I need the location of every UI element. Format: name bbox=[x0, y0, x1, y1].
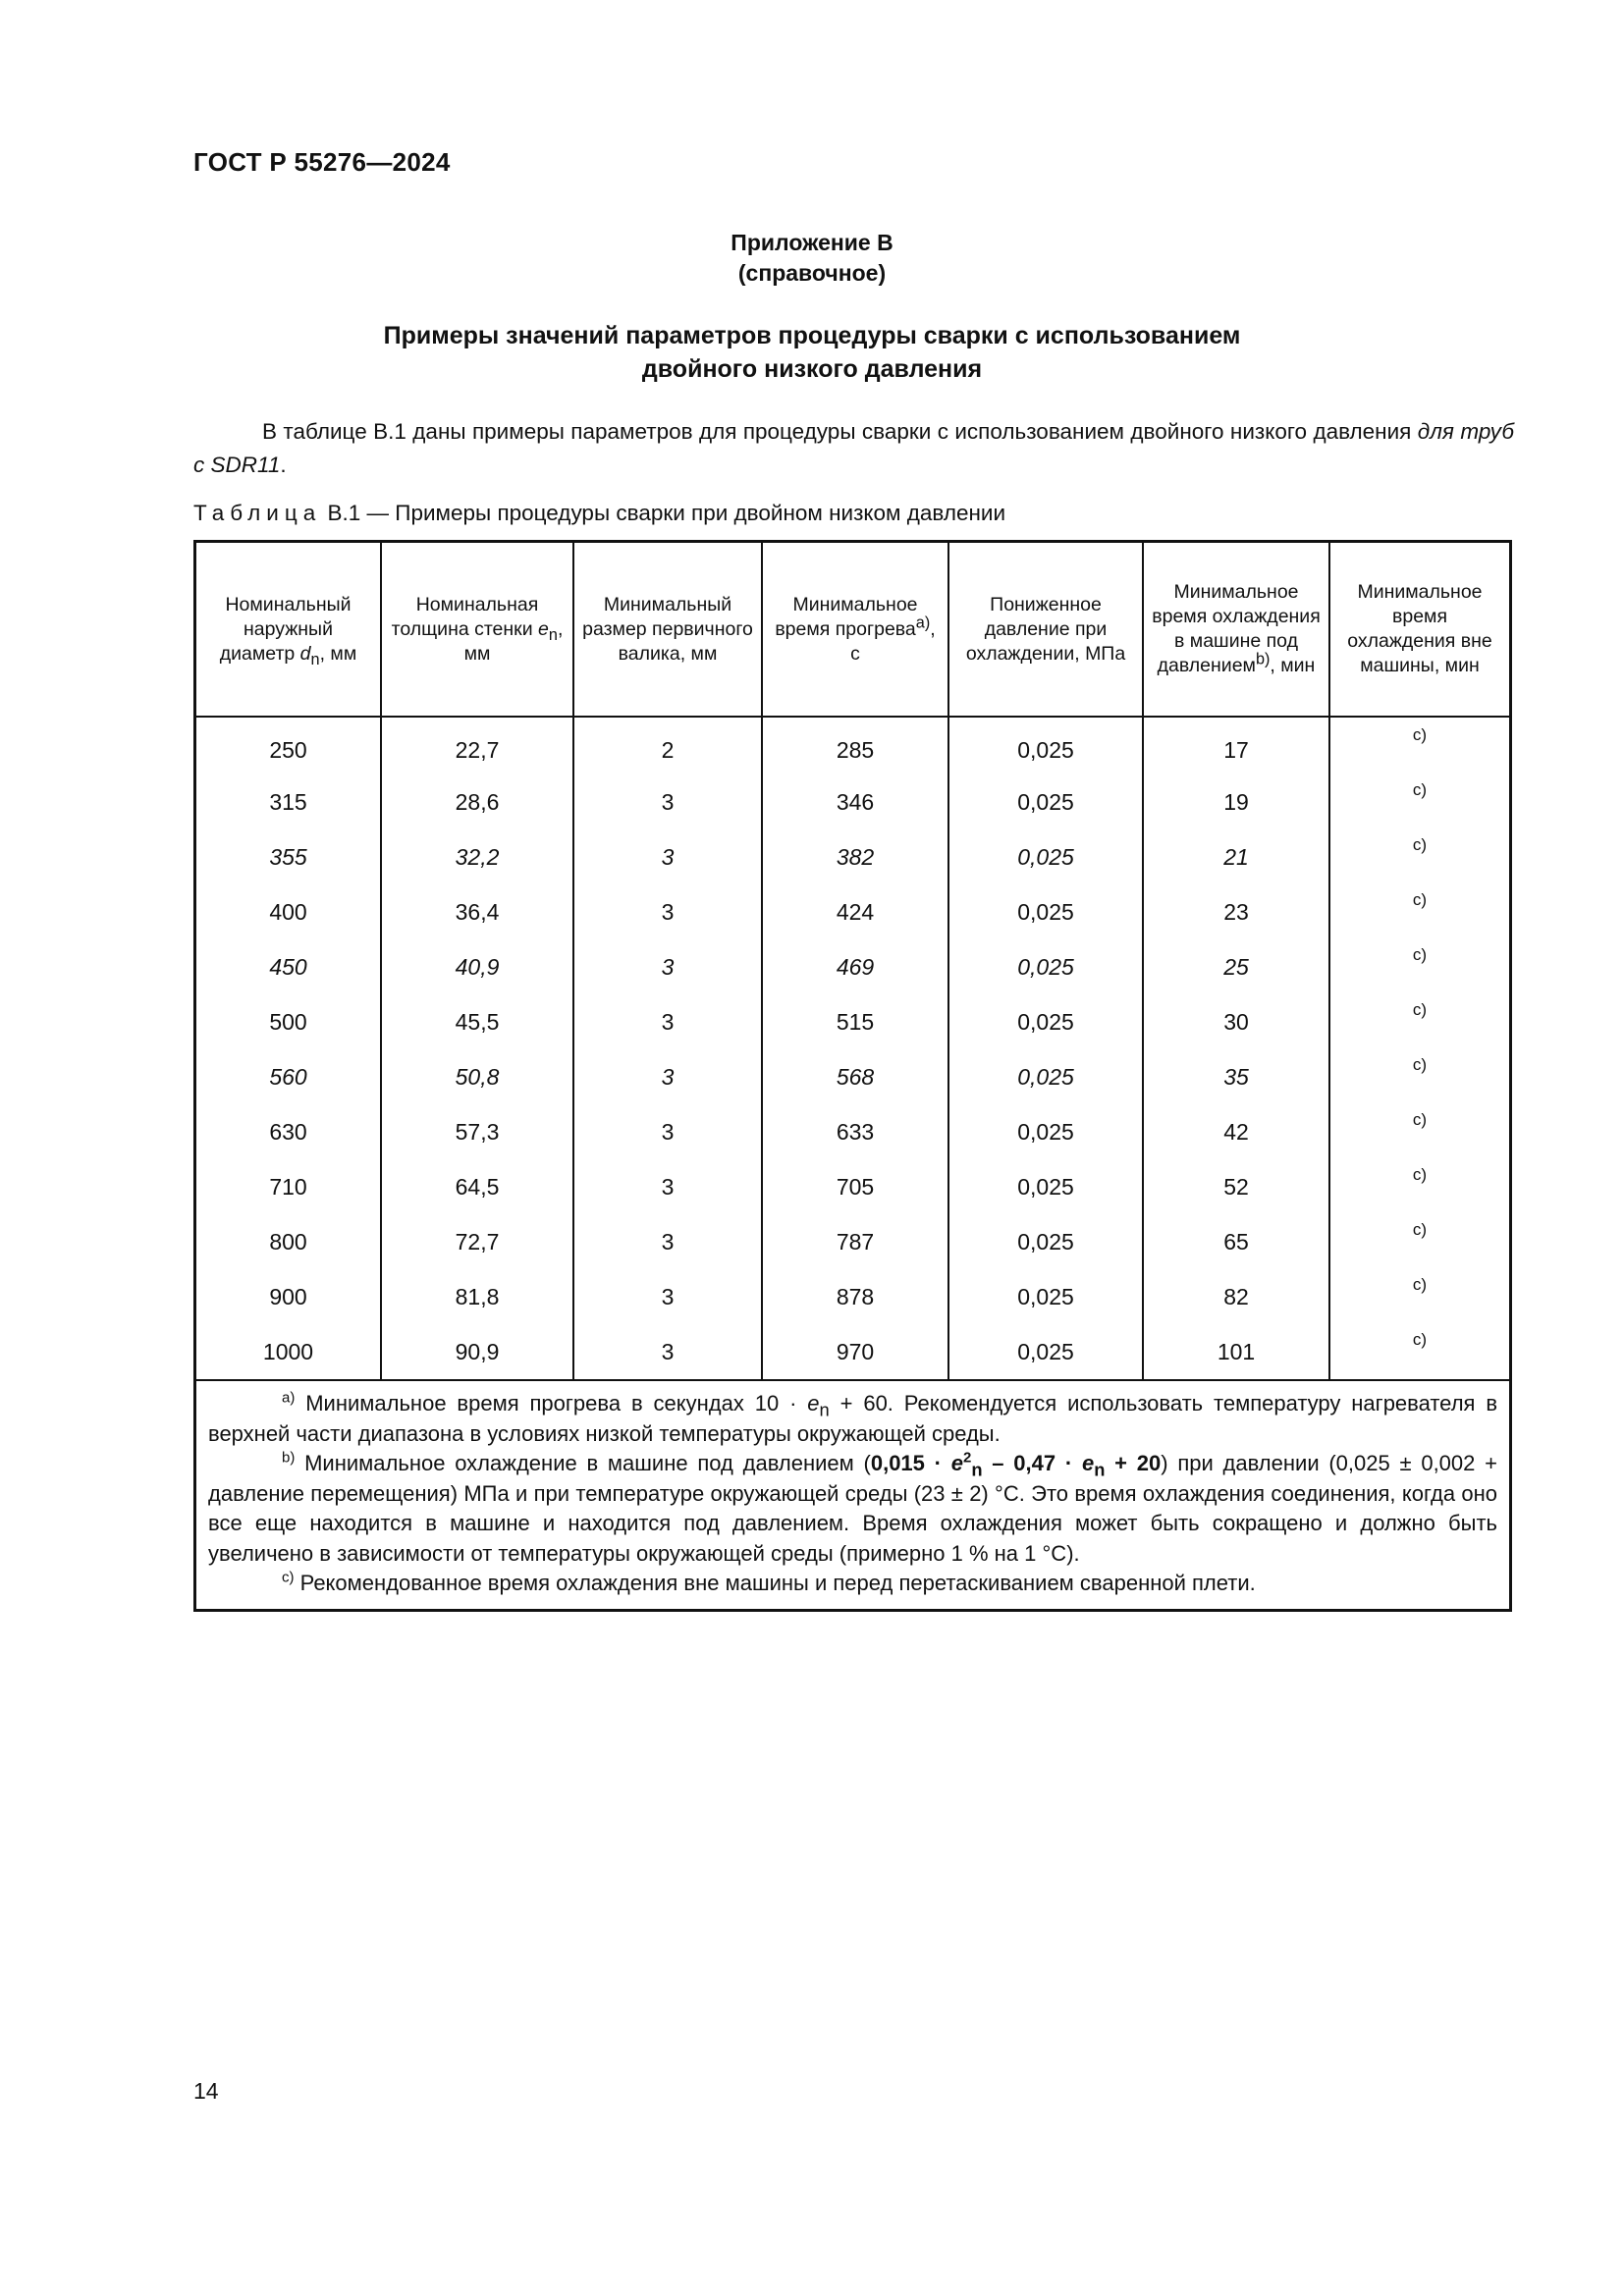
cell-heat-time: 705 bbox=[762, 1159, 948, 1214]
cell-pressure: 0,025 bbox=[948, 774, 1143, 829]
cell-cooling-in: 21 bbox=[1143, 829, 1329, 884]
cell-cooling-out: c) bbox=[1412, 1000, 1428, 1019]
cell-pressure: 0,025 bbox=[948, 1269, 1143, 1324]
intro-emphasis: для труб с SDR11 bbox=[193, 419, 1514, 477]
cell-thickness: 81,8 bbox=[381, 1269, 573, 1324]
header-wall-thickness: Номинальная толщина стенки $e_n$, мм bbox=[381, 543, 573, 717]
cell-bead: 3 bbox=[573, 884, 762, 939]
data-table bbox=[196, 543, 1509, 1379]
header-outer-diameter: Номинальный наружный диаметр $d_n$, мм bbox=[196, 543, 381, 717]
cell-pressure: 0,025 bbox=[948, 1049, 1143, 1104]
cell-bead: 3 bbox=[573, 994, 762, 1049]
cell-diameter: 355 bbox=[196, 829, 381, 884]
cell-diameter: 1000 bbox=[196, 1324, 381, 1379]
cell-cooling-out: c) bbox=[1412, 1275, 1428, 1294]
note-a: $^{a)}$ Минимальное время прогрева в секундах $10 \cdot e_n + 60$. Рекомендуется использовать температуру нагревателя в верхней части диапазона в условиях низкой температуры окружающей среды. bbox=[208, 1389, 1498, 1446]
table-row bbox=[196, 1214, 1509, 1269]
cell-diameter: 710 bbox=[196, 1159, 381, 1214]
annex-status: (справочное) bbox=[737, 260, 887, 286]
cell-diameter: 630 bbox=[196, 1104, 381, 1159]
cell-cooling-out: c) bbox=[1412, 1165, 1428, 1184]
cell-heat-time: 285 bbox=[762, 717, 948, 774]
cell-heat-time: 878 bbox=[762, 1269, 948, 1324]
note-c: $^{c)}$ Рекомендованное время охлаждения вне машины и перед перетаскиванием сваренной плети. bbox=[282, 1569, 1256, 1595]
intro-paragraph bbox=[193, 415, 1514, 482]
cell-cooling-in: 30 bbox=[1143, 994, 1329, 1049]
cell-diameter: 315 bbox=[196, 774, 381, 829]
cell-cooling-in: 23 bbox=[1143, 884, 1329, 939]
cell-thickness: 90,9 bbox=[381, 1324, 573, 1379]
cell-heat-time: 469 bbox=[762, 939, 948, 994]
cell-cooling-in: 52 bbox=[1143, 1159, 1329, 1214]
cooling-formula: $0,015 \cdot e^2_n - 0,47 \cdot e_n + 20$ bbox=[870, 1449, 1162, 1480]
table-caption-text: В.1 — Примеры процедуры сварки при двойном низком давлении bbox=[327, 501, 1006, 525]
cell-thickness: 28,6 bbox=[381, 774, 573, 829]
cell-heat-time: 568 bbox=[762, 1049, 948, 1104]
table-row bbox=[196, 774, 1509, 829]
intro-text: В таблице В.1 даны примеры параметров для процедуры сварки с использованием двойного низкого давления bbox=[262, 419, 1418, 444]
cell-bead: 3 bbox=[573, 1324, 762, 1379]
annex-heading bbox=[0, 228, 1624, 289]
cell-thickness: 40,9 bbox=[381, 939, 573, 994]
cell-bead: 3 bbox=[573, 1104, 762, 1159]
cell-cooling-out: c) bbox=[1412, 945, 1428, 964]
cell-pressure: 0,025 bbox=[948, 717, 1143, 774]
header-bead-size: Минимальный размер первичного валика, мм bbox=[573, 543, 762, 717]
cell-thickness: 64,5 bbox=[381, 1159, 573, 1214]
cell-thickness: 45,5 bbox=[381, 994, 573, 1049]
cell-bead: 3 bbox=[573, 774, 762, 829]
cell-diameter: 400 bbox=[196, 884, 381, 939]
annex-title-line-2: двойного низкого давления bbox=[641, 355, 983, 383]
cell-pressure: 0,025 bbox=[948, 1104, 1143, 1159]
table-caption-word: Таблица bbox=[193, 501, 322, 525]
cell-cooling-out: c) bbox=[1412, 1330, 1428, 1349]
cell-thickness: 22,7 bbox=[381, 717, 573, 774]
cell-bead: 2 bbox=[573, 717, 762, 774]
cell-cooling-in: 35 bbox=[1143, 1049, 1329, 1104]
note-c-mark: c) bbox=[282, 1569, 295, 1586]
cell-cooling-in: 101 bbox=[1143, 1324, 1329, 1379]
cell-cooling-out: c) bbox=[1412, 1220, 1428, 1239]
cell-cooling-in: 19 bbox=[1143, 774, 1329, 829]
cell-pressure: 0,025 bbox=[948, 1214, 1143, 1269]
cell-cooling-out: c) bbox=[1412, 1055, 1428, 1074]
cell-heat-time: 787 bbox=[762, 1214, 948, 1269]
header-cooling-out-machine: Минимальное время охлаждения вне машины, мин bbox=[1329, 543, 1509, 717]
cell-thickness: 72,7 bbox=[381, 1214, 573, 1269]
table-notes bbox=[196, 1379, 1509, 1609]
standard-designation: ГОСТ Р 55276—2024 bbox=[193, 147, 451, 177]
header-reduced-pressure: Пониженное давление при охлаждении, МПа bbox=[948, 543, 1143, 717]
cell-cooling-in: 65 bbox=[1143, 1214, 1329, 1269]
cell-cooling-in: 25 bbox=[1143, 939, 1329, 994]
cell-bead: 3 bbox=[573, 1214, 762, 1269]
cell-pressure: 0,025 bbox=[948, 1324, 1143, 1379]
cell-heat-time: 515 bbox=[762, 994, 948, 1049]
cell-diameter: 800 bbox=[196, 1214, 381, 1269]
cell-heat-time: 346 bbox=[762, 774, 948, 829]
table-row bbox=[196, 994, 1509, 1049]
cell-heat-time: 970 bbox=[762, 1324, 948, 1379]
cell-diameter: 900 bbox=[196, 1269, 381, 1324]
cell-heat-time: 633 bbox=[762, 1104, 948, 1159]
cell-diameter: 560 bbox=[196, 1049, 381, 1104]
cell-pressure: 0,025 bbox=[948, 1159, 1143, 1214]
cell-thickness: 50,8 bbox=[381, 1049, 573, 1104]
cell-cooling-out: c) bbox=[1412, 835, 1428, 854]
table-row bbox=[196, 939, 1509, 994]
note-b: $^{b)}$ Минимальное охлаждение в машине под давлением $(0,015 \cdot e^2_n - 0,47 \cdot e_n + 20)$ при давлении (0,025 ± 0,002 + давление перемещения) МПа и при температуре окружающей среды (23 ± 2) °С. Это время охлаждения соединения, когда оно все еще находится в машине и находится под давлением. Время охлаждения может быть сокращено и должно быть увеличено в зависимости от температуры окружающей среды (примерно 1 % на 1 °С). bbox=[208, 1449, 1497, 1566]
table-row bbox=[196, 884, 1509, 939]
table-row bbox=[196, 1269, 1509, 1324]
cell-cooling-in: 42 bbox=[1143, 1104, 1329, 1159]
cell-cooling-out: c) bbox=[1412, 780, 1428, 799]
welding-parameters-table bbox=[193, 540, 1512, 1612]
intro-end: . bbox=[280, 453, 287, 477]
header-row bbox=[196, 543, 1509, 717]
cell-pressure: 0,025 bbox=[948, 994, 1143, 1049]
cell-cooling-out: c) bbox=[1412, 1110, 1428, 1129]
cell-thickness: 32,2 bbox=[381, 829, 573, 884]
table-caption bbox=[193, 499, 1005, 528]
cell-bead: 3 bbox=[573, 829, 762, 884]
table-row bbox=[196, 1324, 1509, 1379]
cell-diameter: 500 bbox=[196, 994, 381, 1049]
table-row bbox=[196, 829, 1509, 884]
cell-cooling-in: 17 bbox=[1143, 717, 1329, 774]
header-heat-time: Минимальное время прогрева$^{a)}$, с bbox=[762, 543, 948, 717]
cell-pressure: 0,025 bbox=[948, 939, 1143, 994]
note-b-mark: b) bbox=[282, 1449, 296, 1467]
annex-title bbox=[0, 319, 1624, 386]
cell-bead: 3 bbox=[573, 1159, 762, 1214]
table-row bbox=[196, 1049, 1509, 1104]
table-row bbox=[196, 1159, 1509, 1214]
cell-thickness: 57,3 bbox=[381, 1104, 573, 1159]
cell-pressure: 0,025 bbox=[948, 884, 1143, 939]
cell-thickness: 36,4 bbox=[381, 884, 573, 939]
header-cooling-in-machine: Минимальное время охлаждения в машине под давлением$^{b)}$, мин bbox=[1143, 543, 1329, 717]
cell-heat-time: 424 bbox=[762, 884, 948, 939]
cell-cooling-in: 82 bbox=[1143, 1269, 1329, 1324]
cell-bead: 3 bbox=[573, 939, 762, 994]
cell-heat-time: 382 bbox=[762, 829, 948, 884]
note-a-mark: a) bbox=[282, 1389, 296, 1407]
cell-diameter: 450 bbox=[196, 939, 381, 994]
page-number: 14 bbox=[193, 2078, 219, 2104]
cell-pressure: 0,025 bbox=[948, 829, 1143, 884]
cell-bead: 3 bbox=[573, 1269, 762, 1324]
cell-cooling-out: c) bbox=[1412, 890, 1428, 909]
table-row bbox=[196, 1104, 1509, 1159]
table-row bbox=[196, 717, 1509, 774]
cell-diameter: 250 bbox=[196, 717, 381, 774]
annex-label: Приложение В bbox=[731, 230, 893, 255]
cell-cooling-out: c) bbox=[1412, 725, 1428, 744]
annex-title-line-1: Примеры значений параметров процедуры сварки с использованием bbox=[383, 322, 1241, 349]
cell-bead: 3 bbox=[573, 1049, 762, 1104]
